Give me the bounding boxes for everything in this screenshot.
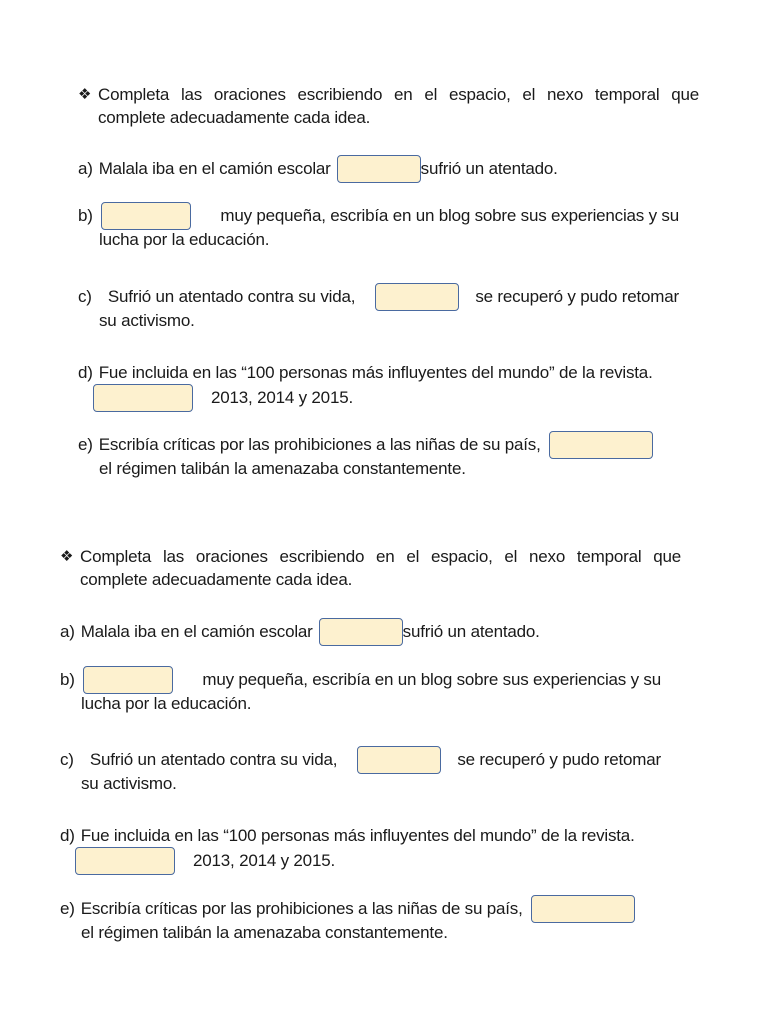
- answer-blank-a[interactable]: [319, 618, 403, 646]
- instruction-word: las: [162, 547, 185, 566]
- item-text-after: 2013, 2014 y 2015.: [211, 388, 353, 407]
- answer-blank-a[interactable]: [337, 155, 421, 183]
- exercise-section-1: [78, 83, 718, 478]
- item-text-before: Malala iba en el camión escolar: [98, 159, 331, 178]
- item-b: [78, 203, 718, 251]
- answer-blank-b[interactable]: [83, 666, 173, 694]
- item-e: [60, 896, 700, 944]
- answer-blank-c[interactable]: [375, 283, 459, 311]
- diamond-bullet-icon: ❖: [60, 548, 74, 565]
- item-letter: c): [78, 287, 92, 306]
- item-continuation: lucha por la educación.: [81, 694, 252, 713]
- instruction-word: nexo: [529, 547, 566, 566]
- answer-blank-d[interactable]: [75, 847, 175, 875]
- item-text-before: Escribía críticas por las prohibiciones a las niñas de su país,: [80, 899, 523, 918]
- item-continuation: el régimen talibán la amenazaba constantemente.: [81, 923, 448, 942]
- instruction-word: que: [671, 85, 699, 104]
- item-text-before: Fue incluida en las “100 personas más influyentes del mundo” de la revista.: [80, 826, 635, 845]
- instruction-word: espacio,: [448, 85, 511, 104]
- instruction-line-1: [80, 545, 681, 568]
- instruction-word: escribiendo: [297, 85, 383, 104]
- item-letter: b): [78, 206, 93, 225]
- item-text-before: Sufrió un atentado contra su vida,: [107, 287, 356, 306]
- item-continuation: lucha por la educación.: [99, 230, 270, 249]
- item-text-after: se recuperó y pudo retomar: [457, 750, 661, 769]
- item-letter: b): [60, 670, 75, 689]
- item-continuation: su activismo.: [99, 311, 195, 330]
- answer-blank-c[interactable]: [357, 746, 441, 774]
- answer-blank-d[interactable]: [93, 384, 193, 412]
- item-text-before: Escribía críticas por las prohibiciones a las niñas de su país,: [98, 435, 541, 454]
- item-d: [78, 360, 718, 410]
- item-continuation: el régimen talibán la amenazaba constantemente.: [99, 459, 466, 478]
- instruction-word: Completa: [80, 547, 152, 566]
- instruction-line-2: complete adecuadamente cada idea.: [98, 108, 371, 127]
- instruction: [78, 83, 718, 129]
- item-continuation: su activismo.: [81, 774, 177, 793]
- diamond-bullet-icon: ❖: [78, 86, 92, 103]
- instruction-word: el: [504, 547, 518, 566]
- item-text-after: se recuperó y pudo retomar: [475, 287, 679, 306]
- item-text-after: muy pequeña, escribía en un blog sobre sus experiencias y su: [220, 206, 679, 225]
- instruction-word: oraciones: [195, 547, 268, 566]
- instruction-line-1: [98, 83, 699, 106]
- item-letter: a): [60, 622, 75, 641]
- item-a: [78, 156, 718, 181]
- instruction-word: temporal: [576, 547, 642, 566]
- answer-blank-e[interactable]: [549, 431, 653, 459]
- item-text-after: muy pequeña, escribía en un blog sobre sus experiencias y su: [202, 670, 661, 689]
- instruction-word: el: [406, 547, 420, 566]
- instruction-line-2: complete adecuadamente cada idea.: [80, 570, 353, 589]
- item-c: [60, 747, 700, 795]
- item-letter: a): [78, 159, 93, 178]
- item-text-before: Sufrió un atentado contra su vida,: [89, 750, 338, 769]
- answer-blank-b[interactable]: [101, 202, 191, 230]
- instruction-word: temporal: [594, 85, 660, 104]
- instruction-word: el: [424, 85, 438, 104]
- item-text-after: 2013, 2014 y 2015.: [193, 851, 335, 870]
- item-b: [60, 667, 700, 715]
- instruction-word: en: [394, 85, 413, 104]
- item-a: [60, 619, 700, 644]
- item-letter: e): [60, 899, 75, 918]
- item-c: [78, 284, 718, 332]
- item-text-after: sufrió un atentado.: [402, 622, 540, 641]
- item-text-after: sufrió un atentado.: [420, 159, 558, 178]
- item-text-before: Fue incluida en las “100 personas más influyentes del mundo” de la revista.: [98, 363, 653, 382]
- instruction-word: que: [653, 547, 681, 566]
- instruction: [60, 545, 700, 591]
- item-e: [78, 432, 718, 480]
- item-d: [60, 823, 700, 873]
- instruction-word: en: [376, 547, 395, 566]
- item-letter: d): [78, 363, 93, 382]
- instruction-word: Completa: [98, 85, 170, 104]
- instruction-word: escribiendo: [279, 547, 365, 566]
- item-letter: d): [60, 826, 75, 845]
- instruction-word: nexo: [547, 85, 584, 104]
- item-letter: c): [60, 750, 74, 769]
- item-letter: e): [78, 435, 93, 454]
- instruction-word: las: [180, 85, 203, 104]
- instruction-word: espacio,: [430, 547, 493, 566]
- exercise-section-2: [60, 545, 700, 942]
- instruction-word: el: [522, 85, 536, 104]
- instruction-word: oraciones: [213, 85, 286, 104]
- item-text-before: Malala iba en el camión escolar: [80, 622, 313, 641]
- answer-blank-e[interactable]: [531, 895, 635, 923]
